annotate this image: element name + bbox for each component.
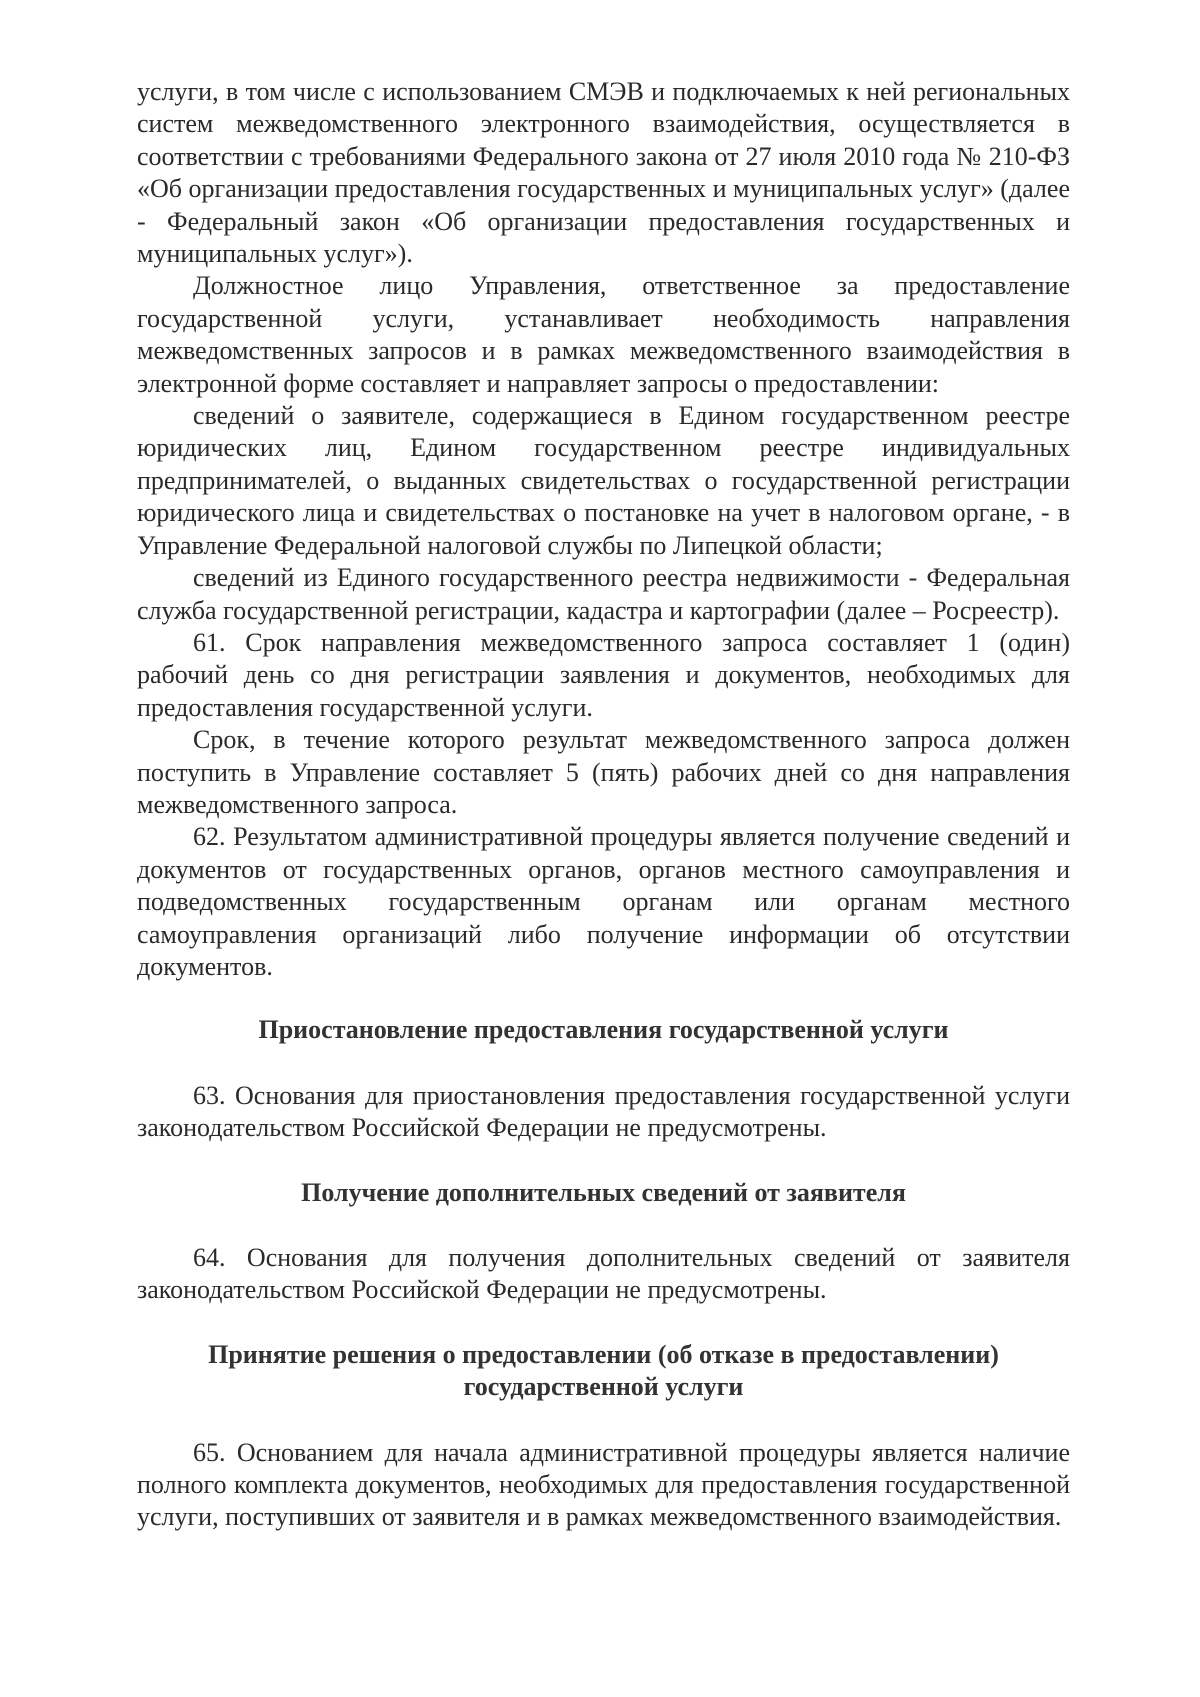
paragraph-63: 63. Основания для приостановления предоставления государственной услуги законодательством Российской Федерации не предусмотрены. bbox=[137, 1080, 1070, 1143]
paragraph-real-estate-info: сведений из Единого государственного реестра недвижимости - Федеральная служба государственной регистрации, кадастра и картографии (далее – Росреестр). bbox=[137, 563, 1070, 625]
paragraph-62: 62. Результатом административной процедуры является получение сведений и документов от государственных органов, органов местного самоуправления и подведомственных государственным органам или органам местного самоуправления организаций либо получение информации об отсутствии документов. bbox=[137, 822, 1070, 981]
heading-decision-line-1: Принятие решения о предоставлении (об отказе в предоставлении) bbox=[208, 1339, 999, 1369]
paragraph-65: 65. Основанием для начала административной процедуры является наличие полного комплекта документов, необходимых для предоставления государственной услуги, поступивших от заявителя и в рамках межведомственного взаимодействия. bbox=[137, 1437, 1070, 1532]
heading-additional-info: Получение дополнительных сведений от заявителя bbox=[301, 1177, 906, 1207]
paragraph-tax-info: сведений о заявителе, содержащиеся в Едином государственном реестре юридических лиц, Едином государственном реестре индивидуальных предпринимателей, о выданных свидетельствах о государственной регистрации юридического лица и свидетельствах о постановке на учет в налоговом органе, - в Управление Федеральной налоговой службы по Липецкой области; bbox=[137, 401, 1070, 560]
paragraph-61: 61. Срок направления межведомственного запроса составляет 1 (один) рабочий день со дня регистрации заявления и документов, необходимых для предоставления государственной услуги. bbox=[137, 627, 1070, 722]
paragraph-61-term: Срок, в течение которого результат межведомственного запроса должен поступить в Управление составляет 5 (пять) рабочих дней со дня направления межведомственного запроса. bbox=[137, 725, 1070, 819]
paragraph-official-requests: Должностное лицо Управления, ответственное за предоставление государственной услуги, устанавливает необходимость направления межведомственных запросов и в рамках межведомственного взаимодействия в электронной форме составляет и направляет запросы о предоставлении: bbox=[137, 271, 1070, 398]
heading-decision-line-2: государственной услуги bbox=[463, 1372, 744, 1402]
paragraph-64: 64. Основания для получения дополнительных сведений от заявителя законодательством Российской Федерации не предусмотрены. bbox=[137, 1243, 1070, 1305]
heading-suspension: Приостановление предоставления государственной услуги bbox=[258, 1015, 949, 1045]
paragraph-continuation: услуги, в том числе с использованием СМЭВ и подключаемых к ней региональных систем межведомственного электронного взаимодействия, осуществляется в соответствии с требованиями Федерального закона от 27 июля 2010 года № 210-ФЗ «Об организации предоставления государственных и муниципальных услуг» (далее - Федеральный закон «Об организации предоставления государственных и муниципальных услуг»). bbox=[137, 77, 1070, 269]
heading-decision bbox=[137, 1339, 1070, 1404]
